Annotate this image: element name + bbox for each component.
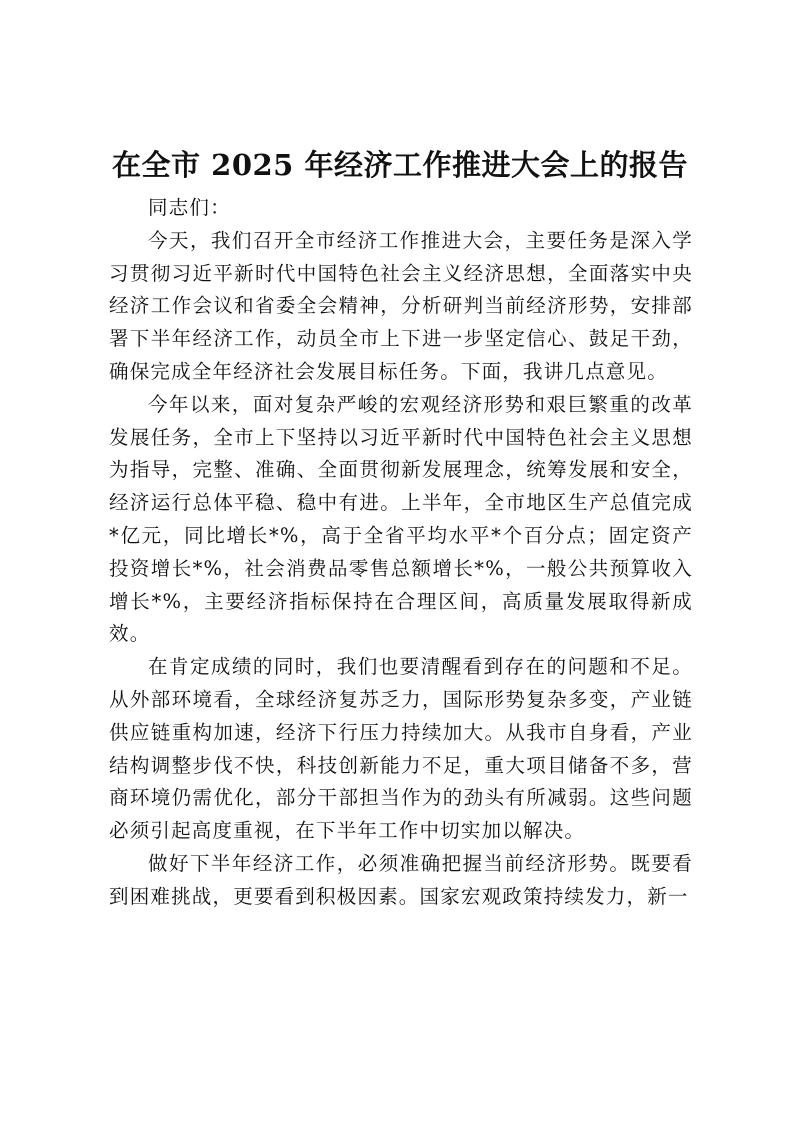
- paragraph-opening: 今天，我们召开全市经济工作推进大会，主要任务是深入学习贯彻习近平新时代中国特色社会主义经济思想，全面落实中央经济工作会议和省委全会精神，分析研判当前经济形势，安排部署下半年经济工作，动员全市上下进一步坚定信心、鼓足干劲，确保完成全年经济社会发展目标任务。下面，我讲几点意见。: [109, 228, 693, 383]
- paragraph-outlook: 做好下半年经济工作，必须准确把握当前经济形势。既要看到困难挑战，更要看到积极因素。国家宏观政策持续发力，新一: [109, 851, 693, 908]
- document-body: [109, 192, 693, 914]
- paragraph-problems: 在肯定成绩的同时，我们也要清醒看到存在的问题和不足。从外部环境看，全球经济复苏乏力，国际形势复杂多变，产业链供应链重构加速，经济下行压力持续加大。从我市自身看，产业结构调整步伐不快，科技创新能力不足，重大项目储备不多，营商环境仍需优化，部分干部担当作为的劲头有所减弱。这些问题必须引起高度重视，在下半年工作中切实加以解决。: [109, 655, 693, 843]
- document-title: 在全市 2025 年经济工作推进大会上的报告: [112, 148, 688, 182]
- paragraph-achievements: 今年以来，面对复杂严峻的宏观经济形势和艰巨繁重的改革发展任务，全市上下坚持以习近平新时代中国特色社会主义思想为指导，完整、准确、全面贯彻新发展理念，统筹发展和安全，经济运行总体平稳、稳中有进。上半年，全市地区生产总值完成*亿元，同比增长*%，高于全省平均水平*个百分点；固定资产投资增长*%，社会消费品零售总额增长*%，一般公共预算收入增长*%，主要经济指标保持在合理区间，高质量发展取得新成效。: [109, 392, 693, 646]
- salutation: 同志们：: [148, 196, 231, 219]
